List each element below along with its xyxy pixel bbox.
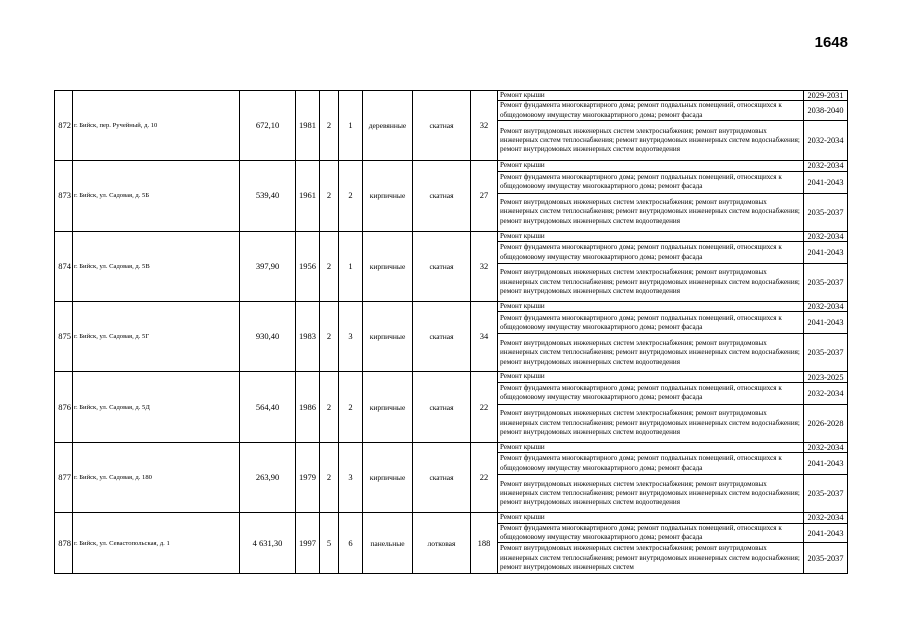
wall-material-cell: панельные xyxy=(363,513,413,574)
address-cell: г. Бийск, ул. Садовая, д. 5Д xyxy=(73,372,240,442)
wall-material-cell: кирпичные xyxy=(363,231,413,301)
work-period-cell: 2035-2037 xyxy=(804,193,848,231)
work-type-cell: Ремонт крыши xyxy=(498,91,804,101)
floors-cell: 2 xyxy=(320,442,339,512)
roof-type-cell: скатная xyxy=(413,161,471,231)
build-year-cell: 1961 xyxy=(296,161,320,231)
work-type-cell: Ремонт внутридомовых инженерных систем электроснабжения; ремонт внутридомовых инженерных систем теплоснабжения; ремонт внутридомовых инженерных систем водоснабжения; ремонт внутридомовых инженерных систем водоотведения xyxy=(498,264,804,302)
address-cell: г. Бийск, ул. Садовая, д. 5Б xyxy=(73,161,240,231)
build-year-cell: 1979 xyxy=(296,442,320,512)
work-type-cell: Ремонт фундамента многоквартирного дома; ремонт подвальных помещений, относящихся к общедомовому имуществу многоквартирного дома; ремонт фасада xyxy=(498,523,804,543)
work-type-cell: Ремонт крыши xyxy=(498,161,804,171)
work-type-cell: Ремонт крыши xyxy=(498,513,804,523)
table-row xyxy=(55,372,848,382)
entrances-cell: 3 xyxy=(339,442,363,512)
house-number-cell: 875 xyxy=(55,302,73,372)
address-cell: г. Бийск, ул. Севастопольская, д. 1 xyxy=(73,513,240,574)
work-period-cell: 2032-2034 xyxy=(804,121,848,161)
entrances-cell: 1 xyxy=(339,91,363,161)
entrances-cell: 2 xyxy=(339,161,363,231)
work-period-cell: 2035-2037 xyxy=(804,543,848,574)
work-period-cell: 2032-2034 xyxy=(804,302,848,312)
work-period-cell: 2023-2025 xyxy=(804,372,848,382)
roof-type-cell: скатная xyxy=(413,91,471,161)
apartments-count-cell: 188 xyxy=(471,513,498,574)
floors-cell: 2 xyxy=(320,91,339,161)
house-number-cell: 878 xyxy=(55,513,73,574)
apartments-count-cell: 22 xyxy=(471,372,498,442)
build-year-cell: 1983 xyxy=(296,302,320,372)
work-period-cell: 2038-2040 xyxy=(804,101,848,121)
apartments-count-cell: 34 xyxy=(471,302,498,372)
roof-type-cell: лотковая xyxy=(413,513,471,574)
floors-cell: 2 xyxy=(320,161,339,231)
total-area-cell: 672,10 xyxy=(240,91,296,161)
work-type-cell: Ремонт внутридомовых инженерных систем электроснабжения; ремонт внутридомовых инженерных систем теплоснабжения; ремонт внутридомовых инженерных систем водоснабжения; ремонт внутридомовых инженерных систем водоотведения xyxy=(498,334,804,372)
wall-material-cell: кирпичные xyxy=(363,372,413,442)
floors-cell: 5 xyxy=(320,513,339,574)
work-type-cell: Ремонт внутридомовых инженерных систем электроснабжения; ремонт внутридомовых инженерных систем теплоснабжения; ремонт внутридомовых инженерных систем водоснабжения; ремонт внутридомовых инженерных систем водоотведения xyxy=(498,475,804,513)
work-period-cell: 2026-2028 xyxy=(804,404,848,442)
work-period-cell: 2032-2034 xyxy=(804,442,848,452)
build-year-cell: 1956 xyxy=(296,231,320,301)
total-area-cell: 397,90 xyxy=(240,231,296,301)
floors-cell: 2 xyxy=(320,231,339,301)
house-number-cell: 876 xyxy=(55,372,73,442)
work-period-cell: 2035-2037 xyxy=(804,334,848,372)
work-type-cell: Ремонт внутридомовых инженерных систем электроснабжения; ремонт внутридомовых инженерных систем теплоснабжения; ремонт внутридомовых инженерных систем водоснабжения; ремонт внутридомовых инженерных систем водоотведения xyxy=(498,193,804,231)
entrances-cell: 6 xyxy=(339,513,363,574)
table-row xyxy=(55,442,848,452)
work-period-cell: 2032-2034 xyxy=(804,513,848,523)
build-year-cell: 1981 xyxy=(296,91,320,161)
wall-material-cell: деревянные xyxy=(363,91,413,161)
wall-material-cell: кирпичные xyxy=(363,442,413,512)
roof-type-cell: скатная xyxy=(413,442,471,512)
work-period-cell: 2041-2043 xyxy=(804,242,848,264)
apartments-count-cell: 32 xyxy=(471,231,498,301)
work-type-cell: Ремонт крыши xyxy=(498,372,804,382)
work-period-cell: 2032-2034 xyxy=(804,382,848,404)
entrances-cell: 2 xyxy=(339,372,363,442)
repair-schedule-table xyxy=(54,90,848,574)
work-type-cell: Ремонт внутридомовых инженерных систем электроснабжения; ремонт внутридомовых инженерных систем теплоснабжения; ремонт внутридомовых инженерных систем водоснабжения; ремонт внутридомовых инженерных систем водоотведения xyxy=(498,121,804,161)
work-type-cell: Ремонт внутридомовых инженерных систем электроснабжения; ремонт внутридомовых инженерных систем теплоснабжения; ремонт внутридомовых инженерных систем водоснабжения; ремонт внутридомовых инженерных систем водоотведения xyxy=(498,404,804,442)
entrances-cell: 1 xyxy=(339,231,363,301)
work-period-cell: 2029-2031 xyxy=(804,91,848,101)
address-cell: г. Бийск, пер. Ручейный, д. 10 xyxy=(73,91,240,161)
work-type-cell: Ремонт фундамента многоквартирного дома; ремонт подвальных помещений, относящихся к общедомовому имуществу многоквартирного дома; ремонт фасада xyxy=(498,101,804,121)
build-year-cell: 1986 xyxy=(296,372,320,442)
apartments-count-cell: 22 xyxy=(471,442,498,512)
work-type-cell: Ремонт крыши xyxy=(498,231,804,241)
entrances-cell: 3 xyxy=(339,302,363,372)
table-row xyxy=(55,231,848,241)
work-period-cell: 2041-2043 xyxy=(804,453,848,475)
address-cell: г. Бийск, ул. Садовая, д. 5В xyxy=(73,231,240,301)
house-number-cell: 874 xyxy=(55,231,73,301)
work-type-cell: Ремонт крыши xyxy=(498,442,804,452)
work-period-cell: 2041-2043 xyxy=(804,312,848,334)
table-row xyxy=(55,91,848,101)
roof-type-cell: скатная xyxy=(413,372,471,442)
work-type-cell: Ремонт фундамента многоквартирного дома; ремонт подвальных помещений, относящихся к общедомовому имуществу многоквартирного дома; ремонт фасада xyxy=(498,453,804,475)
total-area-cell: 539,40 xyxy=(240,161,296,231)
work-type-cell: Ремонт фундамента многоквартирного дома; ремонт подвальных помещений, относящихся к общедомовому имуществу многоквартирного дома; ремонт фасада xyxy=(498,171,804,193)
build-year-cell: 1997 xyxy=(296,513,320,574)
table-body xyxy=(55,91,848,574)
house-number-cell: 877 xyxy=(55,442,73,512)
page-number: 1648 xyxy=(814,34,848,51)
work-type-cell: Ремонт фундамента многоквартирного дома; ремонт подвальных помещений, относящихся к общедомовому имуществу многоквартирного дома; ремонт фасада xyxy=(498,382,804,404)
work-type-cell: Ремонт фундамента многоквартирного дома; ремонт подвальных помещений, относящихся к общедомовому имуществу многоквартирного дома; ремонт фасада xyxy=(498,242,804,264)
work-type-cell: Ремонт крыши xyxy=(498,302,804,312)
work-type-cell: Ремонт внутридомовых инженерных систем электроснабжения; ремонт внутридомовых инженерных систем теплоснабжения; ремонт внутридомовых инженерных систем водоснабжения; ремонт внутридомовых инженерных систем xyxy=(498,543,804,574)
address-cell: г. Бийск, ул. Садовая, д. 180 xyxy=(73,442,240,512)
table-row xyxy=(55,161,848,171)
total-area-cell: 930,40 xyxy=(240,302,296,372)
work-period-cell: 2035-2037 xyxy=(804,475,848,513)
work-period-cell: 2041-2043 xyxy=(804,523,848,543)
house-number-cell: 873 xyxy=(55,161,73,231)
wall-material-cell: кирпичные xyxy=(363,161,413,231)
roof-type-cell: скатная xyxy=(413,231,471,301)
work-type-cell: Ремонт фундамента многоквартирного дома; ремонт подвальных помещений, относящихся к общедомовому имуществу многоквартирного дома; ремонт фасада xyxy=(498,312,804,334)
total-area-cell: 263,90 xyxy=(240,442,296,512)
total-area-cell: 4 631,30 xyxy=(240,513,296,574)
wall-material-cell: кирпичные xyxy=(363,302,413,372)
work-period-cell: 2035-2037 xyxy=(804,264,848,302)
roof-type-cell: скатная xyxy=(413,302,471,372)
total-area-cell: 564,40 xyxy=(240,372,296,442)
table-row xyxy=(55,302,848,312)
apartments-count-cell: 32 xyxy=(471,91,498,161)
work-period-cell: 2032-2034 xyxy=(804,231,848,241)
work-period-cell: 2032-2034 xyxy=(804,161,848,171)
floors-cell: 2 xyxy=(320,372,339,442)
apartments-count-cell: 27 xyxy=(471,161,498,231)
address-cell: г. Бийск, ул. Садовая, д. 5Г xyxy=(73,302,240,372)
floors-cell: 2 xyxy=(320,302,339,372)
table-row xyxy=(55,513,848,523)
house-number-cell: 872 xyxy=(55,91,73,161)
work-period-cell: 2041-2043 xyxy=(804,171,848,193)
